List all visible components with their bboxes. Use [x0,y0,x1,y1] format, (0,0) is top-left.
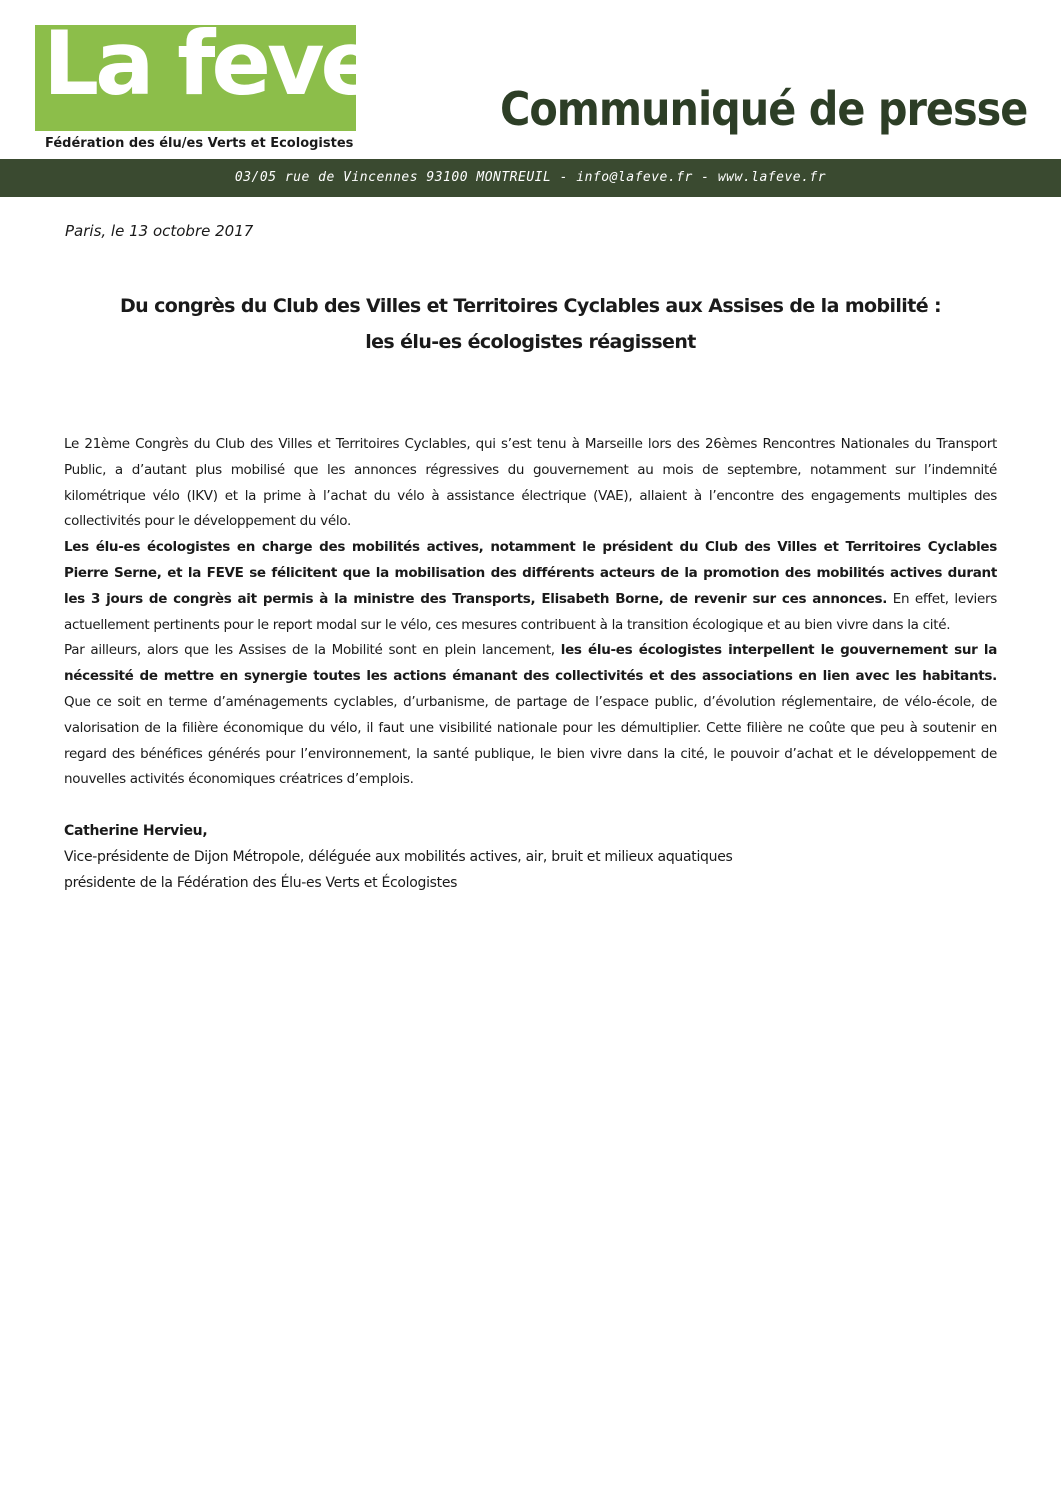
signatory-role-2: présidente de la Fédération des Élu-es Verts et Écologistes [64,875,458,891]
press-release-title: Communiqué de presse [500,82,1028,136]
signature-block [64,818,733,896]
paragraph-2-bold: Les élu-es écologistes en charge des mobilités actives, notamment le président du Club des Villes et Territoires Cyclables Pierre Serne, et la FEVE se félicitent que la mobilisation des différents acteurs de la promotion des mobilités actives durant les 3 jours de congrès ait permis à la ministre des Transports, Elisabeth Borne, de revenir sur ces annonces. [64,539,997,607]
date-line: Paris, le 13 octobre 2017 [65,222,254,240]
logo [35,12,377,131]
body-text [64,432,997,793]
paragraph-3-bold: les élu-es écologistes interpellent le gouvernement sur la nécessité de mettre en synergie toutes les actions émanant des collectivités et des associations en lien avec les habitants. [64,642,998,685]
paragraph-1: Le 21ème Congrès du Club des Villes et Territoires Cyclables, qui s’est tenu à Marseille lors des 26èmes Rencontres Nationales du Transport Public, a d’autant plus mobilisé que les annonces régressives du gouvernement au mois de septembre, notamment sur l’indemnité kilométrique vélo (IKV) et la prime à l’achat du vélo à assistance électrique (VAE), allaient à l’encontre des engagements multiples des collectivités pour le développement du vélo. [64,436,997,530]
headline-line-1: Du congrès du Club des Villes et Territoires Cyclables aux Assises de la mobilité : [119,295,942,317]
paragraph-2 [64,535,997,638]
paragraph-2-rest: En effet, leviers actuellement pertinents pour le report modal sur le vélo, ces mesures contribuent à la transition écologique et au bien vivre dans la cité. [64,590,997,633]
logo-wordmark: La feve [43,12,377,115]
headline [60,288,1001,360]
paragraph-3-rest: Que ce soit en terme d’aménagements cyclables, d’urbanisme, de partage de l’espace public, d’évolution réglementaire, de vélo-école, de valorisation de la filière économique du vélo, il faut une visibilité nationale pour les démultiplier. Cette filière ne coûte que peu à soutenir en regard des bénéfices générés pour l’environnement, la santé publique, le bien vivre dans la cité, le pouvoir d’achat et le développement de nouvelles activités économiques créatrices d’emplois. [64,693,997,788]
logo-subtitle: Fédération des élu/es Verts et Ecologistes [45,136,354,151]
paragraph-3-start: Par ailleurs, alors que les Assises de la Mobilité sont en plein lancement, [64,642,561,659]
address-bar [0,159,1061,197]
paragraph-3 [64,638,997,793]
address-text: 03/05 rue de Vincennes 93100 MONTREUIL - info@lafeve.fr - www.lafeve.fr [234,170,827,185]
signatory-role-1: Vice-présidente de Dijon Métropole, déléguée aux mobilités actives, air, bruit et milieux aquatiques [64,849,733,865]
signatory-name: Catherine Hervieu, [64,823,208,839]
headline-line-2: les élu-es écologistes réagissent [365,331,696,353]
